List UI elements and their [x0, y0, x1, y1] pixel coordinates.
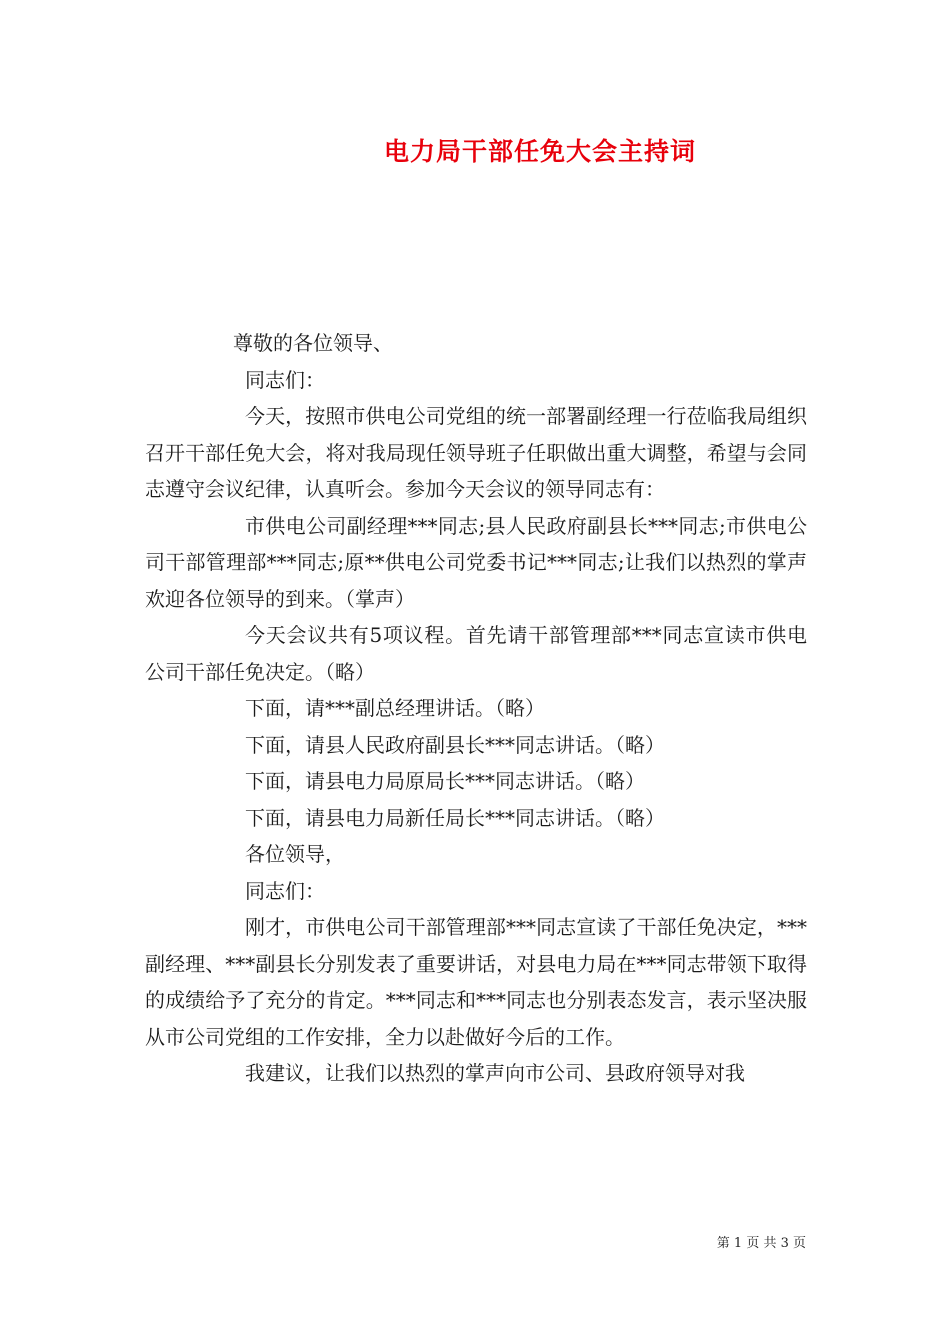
body-paragraph: 刚才，市供电公司干部管理部***同志宣读了干部任免决定，***副经理、***副县长分别发表了重要讲话，对县电力局在***同志带领下取得的成绩给予了充分的肯定。***同志和***同志也分别表态发言，表示坚决服从市公司党组的工作安排，全力以赴做好今后的工作。	[145, 915, 807, 1049]
body-paragraph: 市供电公司副经理***同志;县人民政府副县长***同志;市供电公司干部管理部***同志;原**供电公司党委书记***同志;让我们以热烈的掌声欢迎各位领导的到来。（掌声）	[145, 513, 807, 611]
document-body	[145, 325, 807, 1092]
salutation-paragraph: 尊敬的各位领导、	[233, 331, 393, 355]
body-paragraph: 今天，按照市供电公司党组的统一部署副经理一行莅临我局组织召开干部任免大会，将对我局现任领导班子任职做出重大调整，希望与会同志遵守会议纪律，认真听会。参加今天会议的领导同志有：	[145, 404, 807, 501]
salutation-paragraph: 同志们：	[245, 367, 325, 392]
body-paragraph: 我建议，让我们以热烈的掌声向市公司、县政府领导对我	[245, 1061, 745, 1085]
page-number-footer: 第 1 页 共 3 页	[716, 1236, 806, 1251]
document-title: 电力局干部任免大会主持词	[383, 137, 696, 166]
salutation-paragraph: 同志们：	[245, 878, 325, 903]
body-paragraph: 下面，请县人民政府副县长***同志讲话。（略）	[245, 732, 665, 757]
body-paragraph: 下面，请县电力局原局长***同志讲话。（略）	[245, 769, 645, 793]
body-paragraph: 今天会议共有5项议程。首先请干部管理部***同志宣读市供电公司干部任免决定。（略）	[145, 623, 807, 684]
body-paragraph: 下面，请***副总经理讲话。（略）	[245, 696, 545, 720]
salutation-paragraph: 各位领导，	[245, 842, 345, 866]
body-paragraph: 下面，请县电力局新任局长***同志讲话。（略）	[245, 805, 665, 830]
